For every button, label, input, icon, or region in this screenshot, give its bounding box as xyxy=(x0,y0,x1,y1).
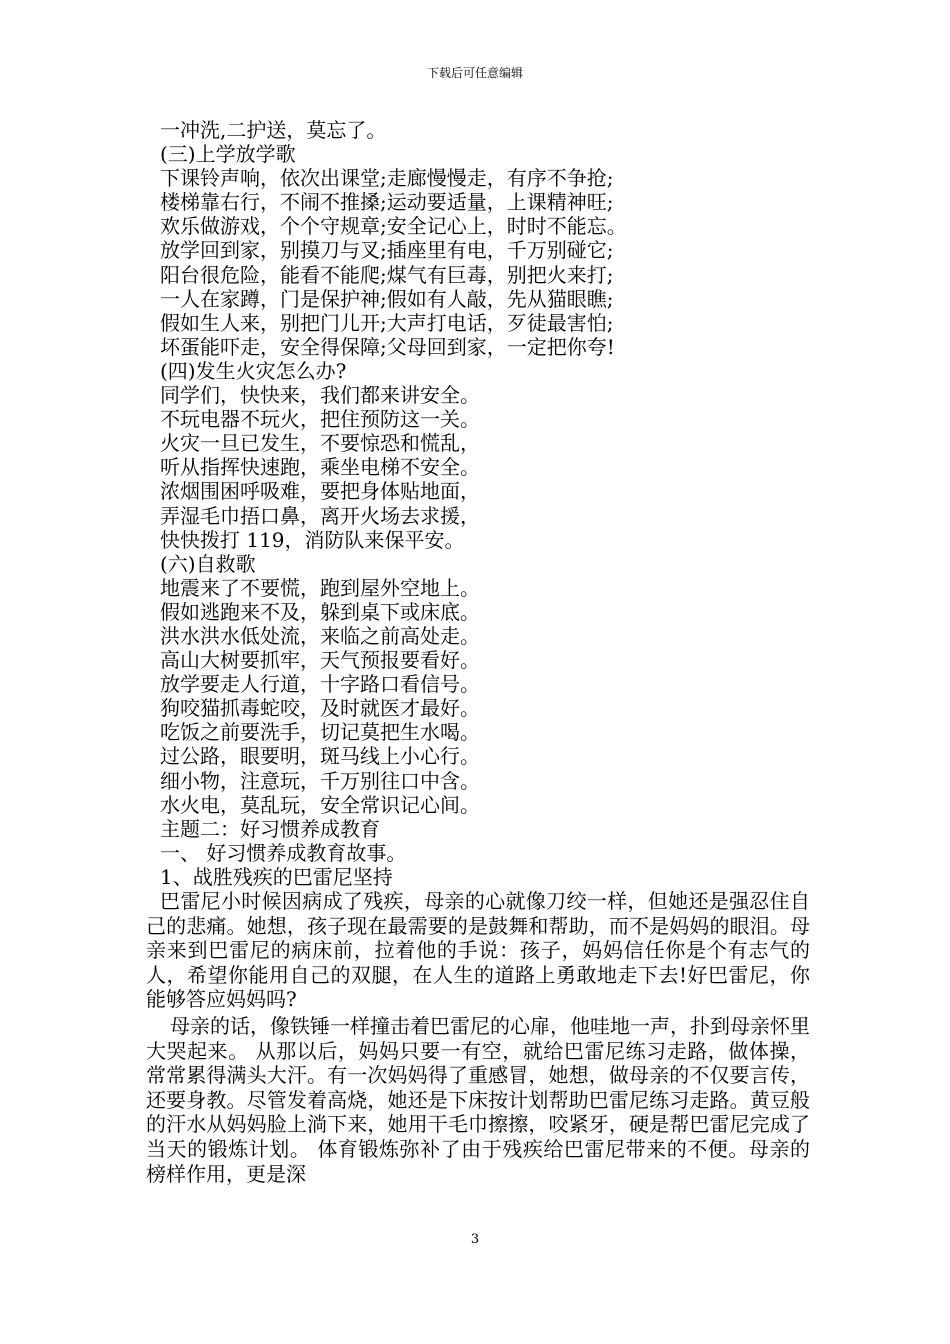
text-line: 吃饭之前要洗手，切记莫把生水喝。 xyxy=(160,720,480,745)
text-line: 一冲洗,二护送，莫忘了。 xyxy=(160,118,387,142)
text-line: 欢乐做游戏，个个守规章;安全记心上，时时不能忘。 xyxy=(160,214,627,239)
text-line: 地震来了不要慌，跑到屋外空地上。 xyxy=(160,575,480,600)
text-line: 浓烟围困呼吸难，要把身体贴地面， xyxy=(160,479,480,504)
text-line: 下课铃声响，依次出课堂;走廊慢慢走，有序不争抢; xyxy=(160,166,614,191)
text-line: 同学们，快快来，我们都来讲安全。 xyxy=(160,383,480,408)
text-line: 火灾一旦已发生，不要惊恐和慌乱， xyxy=(160,431,480,456)
text-line: 不玩电器不玩火，把住预防这一关。 xyxy=(160,407,480,432)
text-line: 楼梯靠右行，不闹不推搡;运动要适量，上课精神旺; xyxy=(160,190,614,215)
story-paragraph: 巴雷尼小时候因病成了残疾，母亲的心就像刀绞一样，但她还是强忍住自己的悲痛。她想，孩子现在最需要的是鼓舞和帮助，而不是妈妈的眼泪。母亲来到巴雷尼的病床前，拉着他的手说：孩子，妈妈信任你是个有志气的人，希望你能用自己的双腿，在人生的道路上勇敢地走下去!好巴雷尼，你能够答应妈妈吗? xyxy=(146,889,810,1012)
section-heading: 一、 好习惯养成教育故事。 xyxy=(160,840,407,865)
section-heading: 主题二：好习惯养成教育 xyxy=(160,816,380,841)
story-title: 1、战胜残疾的巴雷尼坚持 xyxy=(160,864,393,889)
page-number: 3 xyxy=(470,1232,480,1247)
text-line: 弄湿毛巾捂口鼻，离开火场去求援， xyxy=(160,503,480,528)
text-line: 放学要走人行道，十字路口看信号。 xyxy=(160,672,480,697)
section-heading: (三)上学放学歌 xyxy=(160,142,296,167)
text-line: 过公路，眼要明，斑马线上小心行。 xyxy=(160,744,480,769)
text-line: 洪水洪水低处流，来临之前高处走。 xyxy=(160,623,480,648)
text-line: 快快拨打 119，消防队来保平安。 xyxy=(160,527,465,552)
text-line: 一人在家蹲，门是保护神;假如有人敲，先从猫眼瞧; xyxy=(160,286,614,311)
text-line: 水火电，莫乱玩，安全常识记心间。 xyxy=(160,792,480,817)
text-line: 阳台很危险，能看不能爬;煤气有巨毒，别把火来打; xyxy=(160,262,614,287)
text-line: 高山大树要抓牢，天气预报要看好。 xyxy=(160,648,480,673)
section-heading: (六)自救歌 xyxy=(160,551,256,576)
text-line: 听从指挥快速跑，乘坐电梯不安全。 xyxy=(160,455,480,480)
text-line: 假如生人来，别把门儿开;大声打电话，歹徒最害怕; xyxy=(160,310,614,335)
text-line: 放学回到家，别摸刀与叉;插座里有电，千万别碰它; xyxy=(160,238,614,263)
document-body xyxy=(146,118,810,1186)
text-line: 坏蛋能吓走，安全得保障;父母回到家，一定把你夸! xyxy=(160,334,615,359)
text-line: 细小物，注意玩，千万别往口中含。 xyxy=(160,768,480,793)
text-line: 假如逃跑来不及，躲到桌下或床底。 xyxy=(160,599,480,624)
story-paragraph: 母亲的话，像铁锤一样撞击着巴雷尼的心扉，他哇地一声，扑到母亲怀里大哭起来。 从那以后，妈妈只要一有空，就给巴雷尼练习走路，做体操，常常累得满头大汗。有一次妈妈得了重感冒，她想，做母亲的不仅要言传，还要身教。尽管发着高烧，她还是下床按计划帮助巴雷尼练习走路。黄豆般的汗水从妈妈脸上淌下来，她用干毛巾擦擦，咬紧牙，硬是帮巴雷尼完成了当天的锻炼计划。 体育锻炼弥补了由于残疾给巴雷尼带来的不便。母亲的榜样作用，更是深 xyxy=(146,1013,810,1186)
section-heading: (四)发生火灾怎么办? xyxy=(160,358,347,383)
text-line: 狗咬猫抓毒蛇咬，及时就医才最好。 xyxy=(160,696,480,721)
page-header: 下载后可任意编辑 xyxy=(426,66,523,80)
